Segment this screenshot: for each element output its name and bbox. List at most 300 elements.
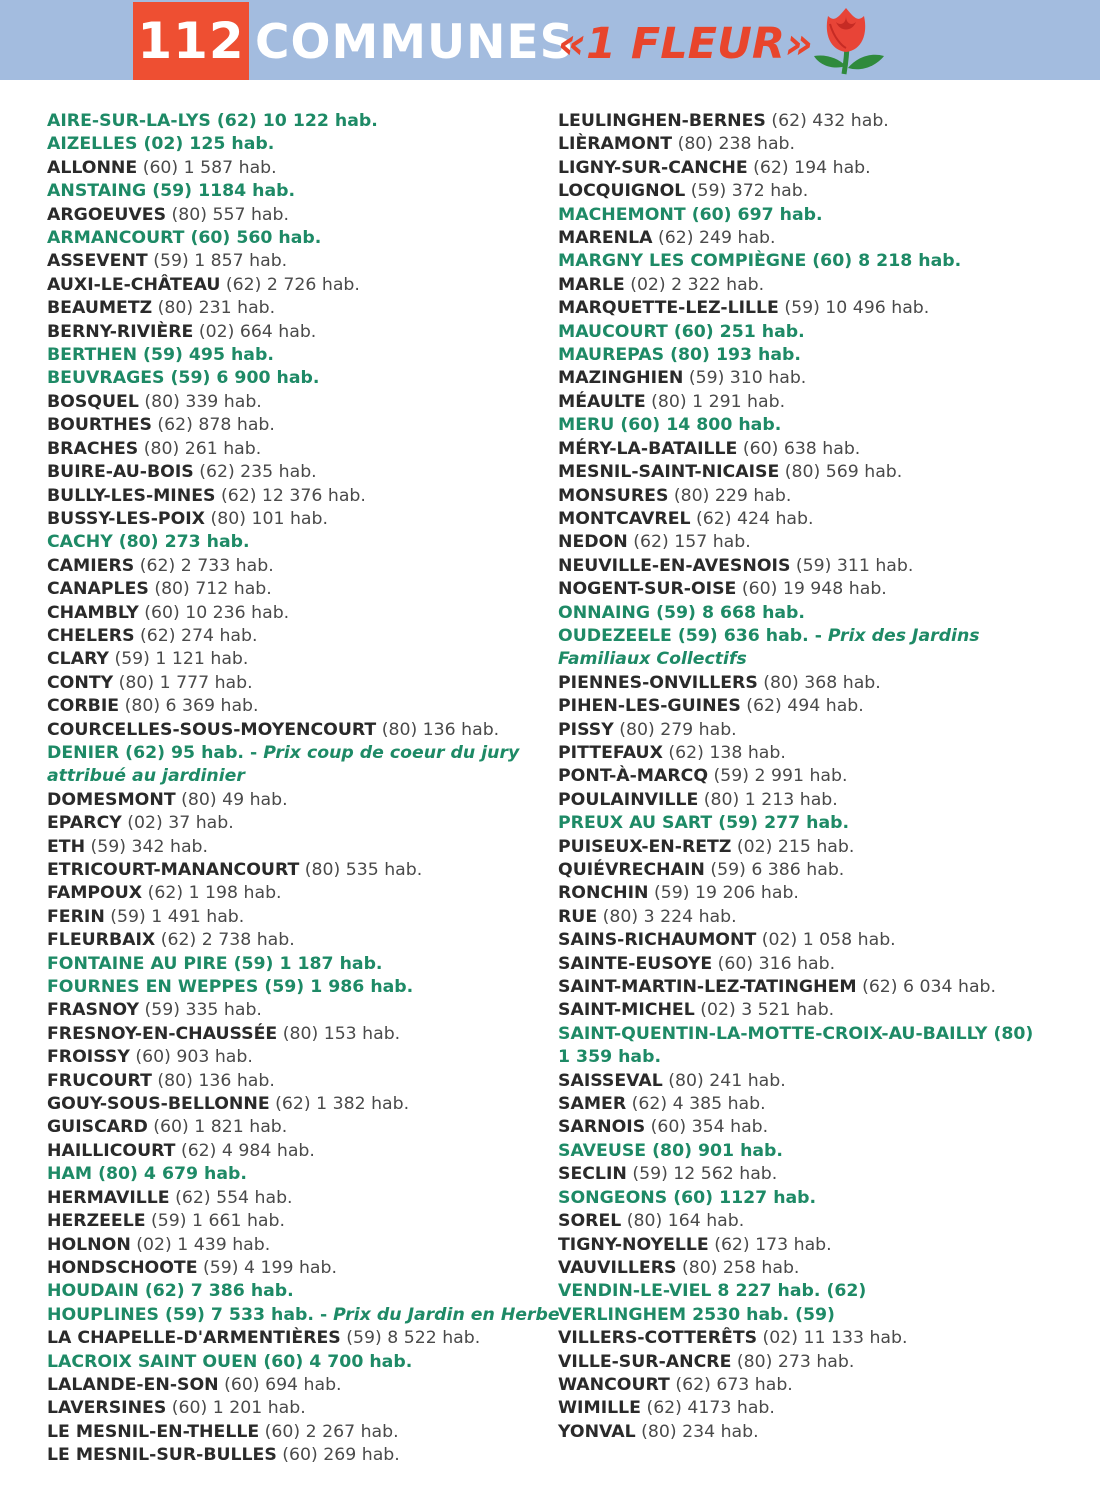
commune-entry [558, 672, 1033, 695]
commune-entry [47, 812, 560, 835]
commune-details: (60) 697 hab. [685, 204, 823, 225]
commune-entry [47, 765, 560, 788]
commune-entry [47, 297, 560, 320]
commune-details: (60) 8 218 hab. [806, 251, 962, 272]
commune-entry [558, 1421, 1033, 1444]
commune-name: VILLE-SUR-ANCRE [558, 1351, 732, 1372]
commune-entry [558, 555, 1033, 578]
commune-entry [558, 438, 1033, 461]
commune-details: (62) 173 hab. [708, 1234, 832, 1255]
commune-name: NOGENT-SUR-OISE [558, 579, 737, 600]
commune-entry [47, 274, 560, 297]
commune-name: NEDON [558, 532, 628, 553]
commune-details: (80) 238 hab. [672, 134, 796, 155]
commune-name: CHELERS [47, 625, 135, 646]
commune-name: PIENNES-ONVILLERS [558, 672, 758, 693]
commune-details: (62) 1 382 hab. [269, 1094, 410, 1115]
left-column [47, 110, 560, 1468]
commune-details: (60) 694 hab. [218, 1374, 342, 1395]
commune-entry [47, 742, 560, 765]
commune-name: NEUVILLE-EN-AVESNOIS [558, 555, 791, 576]
commune-details: (62) 2 738 hab. [155, 930, 295, 951]
commune-name: PREUX AU SART [558, 813, 713, 834]
commune-details: (80) 279 hab. [613, 719, 737, 740]
commune-name: FONTAINE AU PIRE [47, 953, 228, 974]
commune-entry [47, 555, 560, 578]
commune-name: ONNAING [558, 602, 651, 623]
commune-details: (62) 157 hab. [627, 532, 751, 553]
commune-name: QUIÉVRECHAIN [558, 860, 705, 880]
commune-details: (02) 37 hab. [121, 813, 234, 834]
commune-details: (02) 1 058 hab. [756, 930, 896, 951]
commune-details: (62) 673 hab. [669, 1374, 793, 1395]
commune-name: RONCHIN [558, 883, 649, 904]
commune-entry [47, 531, 560, 554]
commune-name: SAMER [558, 1094, 627, 1115]
commune-entry [558, 602, 1033, 625]
commune-details: (59) 372 hab. [685, 181, 809, 202]
commune-details: (59) 4 199 hab. [197, 1257, 337, 1278]
commune-details: (62) 138 hab. [662, 742, 786, 763]
commune-entry [47, 414, 560, 437]
commune-entry [558, 180, 1033, 203]
commune-details: (80) 6 369 hab. [119, 696, 259, 717]
commune-details: (59) 6 900 hab. [164, 368, 320, 389]
commune-details: (80) 136 hab. [376, 719, 500, 740]
commune-details: (60) 1127 hab. [667, 1187, 817, 1208]
prize-text: Prix coup de coeur du jury [263, 742, 520, 763]
commune-entry [47, 438, 560, 461]
commune-details: (62) 432 hab. [765, 111, 889, 131]
commune-details: (80) 241 hab. [662, 1070, 786, 1091]
commune-details: (59) 8 668 hab. [650, 602, 805, 623]
commune-entry [47, 1234, 560, 1257]
commune-details: (60) 1 587 hab. [137, 157, 277, 178]
commune-details: (60) 560 hab. [184, 228, 322, 249]
commune-name: LALANDE-EN-SON [47, 1374, 219, 1395]
commune-details: (59) 10 496 hab. [778, 298, 930, 319]
commune-name: HOUDAIN [47, 1281, 139, 1302]
commune-name: FROISSY [47, 1047, 130, 1068]
commune-details: (80) 1 777 hab. [113, 672, 253, 693]
commune-details: (60) 638 hab. [737, 438, 861, 459]
commune-details: (80) 234 hab. [635, 1421, 759, 1442]
commune-entry [47, 1304, 560, 1327]
commune-entry [47, 929, 560, 952]
commune-entry [558, 1327, 1033, 1350]
commune-entry [558, 1351, 1033, 1374]
commune-name: BUSSY-LES-POIX [47, 508, 206, 529]
commune-entry [47, 625, 560, 648]
commune-name: BOSQUEL [47, 391, 139, 412]
commune-name: VAUVILLERS [558, 1257, 677, 1278]
commune-entry [558, 367, 1033, 390]
commune-name: FRASNOY [47, 1000, 139, 1021]
commune-name: TIGNY-NOYELLE [558, 1234, 709, 1255]
commune-details: (59) 277 hab. [712, 813, 850, 834]
commune-entry [47, 1187, 560, 1210]
commune-entry [558, 1210, 1033, 1233]
commune-entry [47, 391, 560, 414]
commune-details: (62) 554 hab. [169, 1187, 293, 1208]
commune-name: LAVERSINES [47, 1398, 167, 1419]
commune-entry [558, 976, 1033, 999]
commune-name: ARGOEUVES [47, 204, 167, 225]
commune-details: (62) 7 386 hab. [138, 1281, 294, 1302]
commune-entry [558, 531, 1033, 554]
commune-details: (59) 7 533 hab. - [159, 1304, 334, 1325]
commune-entry [47, 1046, 560, 1069]
commune-entry [558, 719, 1033, 742]
commune-name: LIÈRAMONT [558, 134, 673, 155]
commune-name: MAZINGHIEN [558, 368, 684, 389]
commune-name: LACROIX SAINT OUEN [47, 1351, 258, 1372]
commune-details: (62) 10 122 hab. [210, 111, 378, 131]
commune-entry [558, 695, 1033, 718]
commune-details: (80) 535 hab. [299, 860, 423, 880]
commune-details: (59) 1 857 hab. [147, 251, 288, 272]
commune-name: BERTHEN [47, 345, 138, 366]
commune-entry [558, 999, 1033, 1022]
commune-name: PONT-À-MARCQ [558, 766, 709, 787]
commune-details: (62) 878 hab. [151, 415, 275, 436]
commune-entry [558, 1023, 1033, 1046]
commune-details: (80) 136 hab. [151, 1070, 275, 1091]
commune-name: ETRICOURT-MANANCOURT [47, 860, 300, 880]
commune-details: (60) 10 236 hab. [138, 602, 290, 623]
commune-entry [558, 485, 1033, 508]
commune-name: COURCELLES-SOUS-MOYENCOURT [47, 719, 377, 740]
commune-name: GOUY-SOUS-BELLONNE [47, 1094, 270, 1115]
commune-entry [558, 789, 1033, 812]
commune-entry [47, 789, 560, 812]
commune-details: (62) 424 hab. [690, 508, 814, 529]
commune-entry [558, 648, 1033, 671]
commune-entry [47, 602, 560, 625]
commune-name: FRUCOURT [47, 1070, 152, 1091]
commune-details: (60) 354 hab. [645, 1117, 769, 1138]
commune-entry [558, 1140, 1033, 1163]
commune-details: (59) 335 hab. [138, 1000, 262, 1021]
commune-details: (59) 495 hab. [137, 345, 274, 366]
commune-entry [47, 321, 560, 344]
commune-entry [47, 344, 560, 367]
commune-details: (59) 1 986 hab. [258, 977, 414, 998]
commune-entry [558, 250, 1033, 273]
commune-details: (60) 1 821 hab. [147, 1117, 288, 1138]
commune-details: (80) 231 hab. [152, 298, 276, 319]
commune-details: (02) 1 439 hab. [130, 1234, 271, 1255]
commune-details: (60) 269 hab. [276, 1445, 400, 1466]
commune-entry [47, 859, 560, 882]
commune-details: (02) 215 hab. [731, 836, 855, 857]
commune-name: SOREL [558, 1211, 622, 1232]
commune-name: PISSY [558, 719, 614, 740]
commune-details: (60) 251 hab. [667, 321, 805, 342]
commune-details: (80) 1 213 hab. [698, 789, 838, 810]
commune-entry [558, 578, 1033, 601]
commune-entry [47, 1163, 560, 1186]
commune-entry [558, 742, 1033, 765]
commune-details: (60) 2 267 hab. [259, 1421, 399, 1442]
commune-name: VILLERS-COTTERÊTS [558, 1328, 758, 1349]
commune-entry [47, 180, 560, 203]
commune-entry [558, 906, 1033, 929]
commune-name: MARQUETTE-LEZ-LILLE [558, 298, 779, 319]
commune-name: CACHY [47, 532, 113, 553]
commune-entry [47, 204, 560, 227]
commune-name: ARMANCOURT [47, 228, 185, 249]
commune-details: (80) 712 hab. [148, 579, 272, 600]
commune-name: AIZELLES [47, 134, 138, 155]
commune-entry [47, 110, 560, 133]
commune-name: LA CHAPELLE-D'ARMENTIÈRES [47, 1328, 341, 1349]
commune-details: (80) [987, 1023, 1034, 1044]
commune-name: ANSTAING [47, 181, 147, 202]
commune-name: SECLIN [558, 1164, 627, 1185]
commune-details: (02) 125 hab. [137, 134, 275, 155]
commune-name: HERMAVILLE [47, 1187, 170, 1208]
commune-name: CORBIE [47, 696, 120, 717]
commune-details: (80) 258 hab. [676, 1257, 800, 1278]
commune-name: HONDSCHOOTE [47, 1257, 198, 1278]
commune-name: PUISEUX-EN-RETZ [558, 836, 732, 857]
commune-name: SARNOIS [558, 1117, 646, 1138]
commune-details: (62) 235 hab. [193, 462, 317, 483]
commune-entry [558, 882, 1033, 905]
right-column [558, 110, 1033, 1444]
commune-details: (60) 903 hab. [129, 1047, 253, 1068]
commune-details: (80) 273 hab. [112, 532, 250, 553]
header-band [0, 0, 1100, 80]
commune-details: (80) 49 hab. [175, 789, 288, 810]
commune-details: (60) 316 hab. [712, 953, 836, 974]
commune-entry [558, 227, 1033, 250]
commune-name: AIRE-SUR-LA-LYS [47, 111, 211, 131]
commune-entry [47, 882, 560, 905]
commune-details: (62) 4 984 hab. [175, 1140, 315, 1161]
commune-details: (59) 1 121 hab. [108, 649, 249, 670]
commune-entry [558, 859, 1033, 882]
commune-name: RUE [558, 906, 598, 927]
commune-details: (59) 1 187 hab. [227, 953, 383, 974]
commune-name: WANCOURT [558, 1374, 670, 1395]
prize-text: Prix du Jardin en Herbe [333, 1304, 560, 1325]
commune-details: (59) 310 hab. [683, 368, 807, 389]
commune-name: HOUPLINES [47, 1304, 160, 1325]
commune-name: HOLNON [47, 1234, 131, 1255]
commune-details: (62) 1 198 hab. [142, 883, 282, 904]
flower-icon [806, 4, 888, 78]
commune-name: MÉRY-LA-BATAILLE [558, 438, 738, 459]
commune-entry [47, 1444, 560, 1467]
commune-details: (62) 12 376 hab. [215, 485, 366, 506]
commune-details: (80) 164 hab. [621, 1211, 745, 1232]
commune-entry [47, 578, 560, 601]
commune-entry [558, 297, 1033, 320]
commune-name: SAINS-RICHAUMONT [558, 930, 757, 951]
commune-details: (02) 11 133 hab. [757, 1328, 908, 1349]
commune-name: CAMIERS [47, 555, 135, 576]
commune-entry [47, 1093, 560, 1116]
commune-details: (62) 95 hab. - [119, 742, 264, 763]
commune-details: (80) 569 hab. [779, 462, 903, 483]
commune-name: FOURNES EN WEPPES [47, 977, 259, 998]
commune-name: ETH [47, 836, 86, 857]
commune-entry [47, 367, 560, 390]
commune-details: (80) 273 hab. [731, 1351, 855, 1372]
commune-entry [47, 1210, 560, 1233]
commune-name: HERZEELE [47, 1211, 146, 1232]
commune-details: (60) 1 201 hab. [166, 1398, 306, 1419]
commune-name: WIMILLE [558, 1398, 641, 1419]
commune-details: 8 227 hab. (62) [711, 1281, 867, 1302]
commune-entry [47, 1351, 560, 1374]
commune-name: LE MESNIL-EN-THELLE [47, 1421, 260, 1442]
commune-name: CLARY [47, 649, 109, 670]
commune-entry [558, 1187, 1033, 1210]
commune-details: (80) 193 hab. [664, 345, 801, 366]
commune-entry [47, 1140, 560, 1163]
commune-details: (62) 4173 hab. [640, 1398, 775, 1419]
commune-name: PITTEFAUX [558, 742, 663, 763]
commune-entry [47, 999, 560, 1022]
commune-entry [47, 1421, 560, 1444]
commune-name: SAISSEVAL [558, 1070, 663, 1091]
commune-entry [558, 836, 1033, 859]
commune-name: AUXI-LE-CHÂTEAU [47, 274, 221, 295]
prize-text: Prix des Jardins [827, 625, 980, 646]
commune-name: ALLONNE [47, 157, 138, 178]
commune-details: (02) 2 322 hab. [624, 274, 765, 295]
commune-details: (80) 3 224 hab. [597, 906, 737, 927]
commune-entry [558, 1116, 1033, 1139]
commune-entry [558, 1280, 1033, 1303]
commune-name: LE MESNIL-SUR-BULLES [47, 1445, 277, 1466]
commune-details: (59) 1184 hab. [146, 181, 296, 202]
commune-name: VENDIN-LE-VIEL [558, 1281, 712, 1302]
commune-entry [47, 1280, 560, 1303]
commune-name: BERNY-RIVIÈRE [47, 321, 194, 342]
commune-name: FLEURBAIX [47, 930, 156, 951]
commune-entry [47, 1374, 560, 1397]
commune-name: SAINT-MARTIN-LEZ-TATINGHEM [558, 977, 857, 998]
commune-name: SONGEONS [558, 1187, 668, 1208]
commune-name: BUIRE-AU-BOIS [47, 462, 194, 483]
commune-entry [558, 157, 1033, 180]
commune-name: 1 359 hab. [558, 1047, 662, 1068]
commune-details: (60) 14 800 hab. [614, 415, 782, 436]
commune-entry [47, 648, 560, 671]
commune-entry [47, 485, 560, 508]
page-subtitle: «1 FLEUR» [558, 19, 813, 69]
commune-details: (60) 4 700 hab. [257, 1351, 413, 1372]
commune-entry [47, 906, 560, 929]
commune-entry [558, 1234, 1033, 1257]
commune-entry [47, 695, 560, 718]
commune-name: SAVEUSE [558, 1140, 647, 1161]
commune-details: (60) 19 948 hab. [736, 579, 887, 600]
commune-name: BOURTHES [47, 415, 152, 436]
commune-entry [558, 110, 1033, 133]
commune-entry [558, 508, 1033, 531]
commune-details: (80) 229 hab. [668, 485, 792, 506]
commune-name: PIHEN-LES-GUINES [558, 696, 741, 717]
commune-details: 2530 hab. (59) [686, 1304, 835, 1325]
commune-entry [558, 625, 1033, 648]
commune-entry [47, 250, 560, 273]
commune-name: SAINT-QUENTIN-LA-MOTTE-CROIX-AU-BAILLY [558, 1023, 988, 1044]
commune-entry [47, 1397, 560, 1420]
commune-details: (02) 3 521 hab. [694, 1000, 835, 1021]
commune-name: MÉAULTE [558, 391, 646, 412]
commune-entry [47, 1023, 560, 1046]
commune-details: (62) 274 hab. [134, 625, 258, 646]
commune-entry [558, 344, 1033, 367]
commune-name: SAINTE-EUSOYE [558, 953, 713, 974]
commune-entry [47, 461, 560, 484]
commune-name: VERLINGHEM [558, 1304, 687, 1325]
commune-details: (59) 636 hab. - [671, 625, 828, 646]
commune-details: (62) 2 733 hab. [134, 555, 274, 576]
commune-name: MERU [558, 415, 615, 436]
commune-entry [47, 227, 560, 250]
commune-name: DENIER [47, 742, 120, 763]
commune-name: EPARCY [47, 813, 122, 834]
commune-entry [558, 391, 1033, 414]
commune-entry [47, 1257, 560, 1280]
commune-details: (59) 12 562 hab. [626, 1164, 778, 1185]
commune-name: FAMPOUX [47, 883, 143, 904]
commune-name: MARLE [558, 274, 625, 295]
commune-name: FRESNOY-EN-CHAUSSÉE [47, 1023, 278, 1044]
commune-name: GUISCARD [47, 1117, 148, 1138]
commune-details: (59) 2 991 hab. [708, 766, 848, 787]
commune-details: (59) 1 661 hab. [145, 1211, 285, 1232]
prize-text: Familiaux Collectifs [558, 649, 747, 670]
commune-details: (80) 901 hab. [646, 1140, 783, 1161]
commune-entry [558, 133, 1033, 156]
commune-entry [47, 508, 560, 531]
commune-name: CANAPLES [47, 579, 149, 600]
commune-details: (80) 557 hab. [166, 204, 289, 225]
commune-details: (62) 249 hab. [652, 228, 776, 249]
commune-name: MAUCOURT [558, 321, 668, 342]
commune-name: BEAUMETZ [47, 298, 153, 319]
commune-details: (80) 4 679 hab. [92, 1164, 247, 1185]
commune-details: (59) 311 hab. [790, 555, 914, 576]
commune-details: (62) 194 hab. [747, 157, 871, 178]
commune-details: (62) 4 385 hab. [626, 1094, 766, 1115]
commune-entry [47, 1116, 560, 1139]
commune-entry [558, 953, 1033, 976]
commune-entry [47, 1327, 560, 1350]
commune-details: (62) 2 726 hab. [220, 274, 360, 295]
commune-details: (62) 494 hab. [740, 696, 864, 717]
prize-text: attribué au jardinier [47, 766, 245, 787]
commune-name: DOMESMONT [47, 789, 176, 810]
commune-name: SAINT-MICHEL [558, 1000, 695, 1021]
commune-name: LIGNY-SUR-CANCHE [558, 157, 748, 178]
commune-details: (80) 339 hab. [138, 391, 262, 412]
commune-entry [558, 321, 1033, 344]
commune-name: ASSEVENT [47, 251, 148, 272]
commune-details: (59) 6 386 hab. [704, 860, 845, 880]
commune-entry [558, 765, 1033, 788]
commune-name: CONTY [47, 672, 114, 693]
commune-entry [47, 836, 560, 859]
commune-entry [558, 929, 1033, 952]
